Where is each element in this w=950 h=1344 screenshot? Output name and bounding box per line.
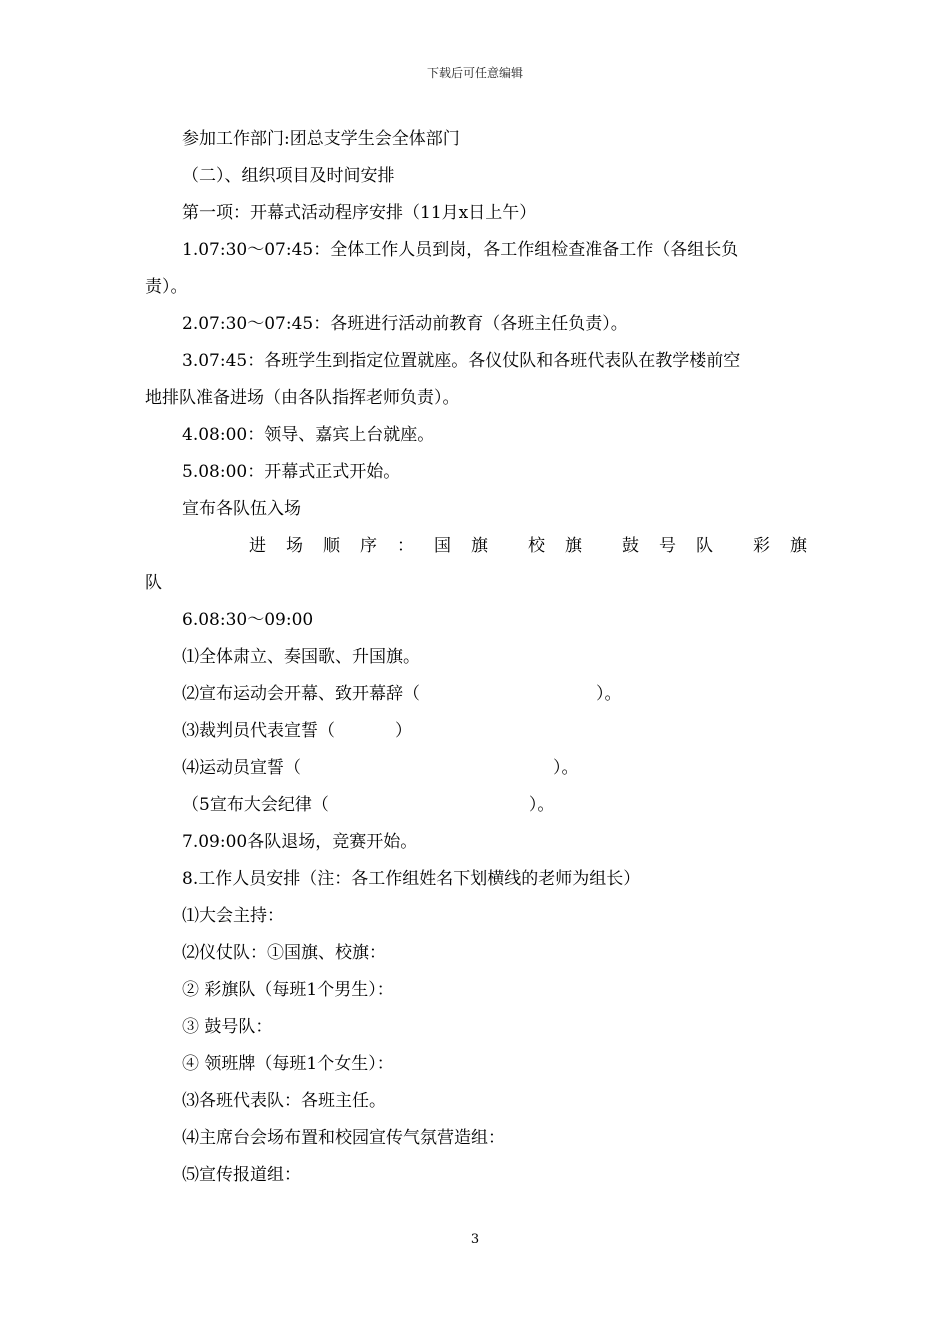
list-item-close: ）。 <box>553 758 579 778</box>
paragraph: 7.09:00各队退场，竞赛开始。 <box>182 832 418 852</box>
list-item-close: ）。 <box>528 795 555 815</box>
entry-order-line <box>145 528 807 565</box>
entry-order-char: 旗 <box>790 536 807 556</box>
list-item: ⑴全体肃立、奏国歌、升国旗。 <box>182 647 420 667</box>
page-header: 下载后可任意编辑 <box>426 66 523 80</box>
paragraph-continuation: 地排队准备进场（由各队指挥老师负责）。 <box>145 388 460 408</box>
entry-order-char: 序 <box>360 536 377 556</box>
list-item-text: （5宣布大会纪律（ <box>182 795 329 815</box>
paragraph: 宣布各队伍入场 <box>182 499 301 519</box>
entry-order-char: 旗 <box>565 536 582 556</box>
list-item: ⑷主席台会场布置和校园宣传气氛营造组： <box>182 1128 505 1148</box>
list-item <box>145 713 807 750</box>
list-item-close: ）。 <box>596 684 622 704</box>
entry-order-char: 校 <box>528 536 545 556</box>
list-item: ⑶各班代表队：各班主任。 <box>182 1091 386 1111</box>
list-item: ② 彩旗队（每班1个男生）： <box>182 980 394 1000</box>
list-item: ③ 鼓号队： <box>182 1017 273 1037</box>
paragraph: 3.07:45：各班学生到指定位置就座。各仪仗队和各班代表队在教学楼前空 <box>182 351 741 371</box>
entry-order-char: 国 <box>434 536 451 556</box>
list-item: ⑴大会主持： <box>182 906 284 926</box>
paragraph: 4.08:00：领导、嘉宾上台就座。 <box>182 425 435 445</box>
list-item: ⑸宣传报道组： <box>182 1165 301 1185</box>
list-item-text: ⑵宣布运动会开幕、致开幕辞（ <box>182 684 420 704</box>
paragraph-continuation: 队 <box>145 573 162 593</box>
list-item <box>145 676 807 713</box>
entry-order-char: 顺 <box>323 536 340 556</box>
entry-order-char: 队 <box>696 536 713 556</box>
section-heading: （二）、组织项目及时间安排 <box>182 166 395 186</box>
entry-order-char: ： <box>397 536 414 556</box>
page-number: 3 <box>470 1232 480 1247</box>
entry-order-char: 旗 <box>471 536 488 556</box>
paragraph: 8.工作人员安排（注：各工作组姓名下划横线的老师为组长） <box>182 869 641 889</box>
list-item <box>145 787 807 824</box>
list-item: ④ 领班牌（每班1个女生）： <box>182 1054 394 1074</box>
entry-order-char: 场 <box>286 536 303 556</box>
entry-order-char: 彩 <box>753 536 770 556</box>
paragraph: 第一项：开幕式活动程序安排（11月x日上午） <box>182 203 537 223</box>
list-item-close: ） <box>395 721 412 741</box>
entry-order-char: 进 <box>249 536 266 556</box>
paragraph: 6.08:30～09:00 <box>182 610 314 630</box>
entry-order-char: 鼓 <box>622 536 639 556</box>
paragraph: 参加工作部门:团总支学生会全体部门 <box>182 129 460 149</box>
entry-order-char: 号 <box>659 536 676 556</box>
paragraph-continuation: 责）。 <box>145 277 188 297</box>
list-item-text: ⑶裁判员代表宣誓（ <box>182 721 335 741</box>
paragraph: 1.07:30～07:45：全体工作人员到岗，各工作组检查准备工作（各组长负 <box>182 240 739 260</box>
list-item: ⑵仪仗队：①国旗、校旗： <box>182 943 386 963</box>
document-body <box>145 121 807 1194</box>
paragraph: 2.07:30～07:45：各班进行活动前教育（各班主任负责）。 <box>182 314 628 334</box>
paragraph: 5.08:00：开幕式正式开始。 <box>182 462 401 482</box>
list-item <box>145 750 807 787</box>
list-item-text: ⑷运动员宣誓（ <box>182 758 301 778</box>
